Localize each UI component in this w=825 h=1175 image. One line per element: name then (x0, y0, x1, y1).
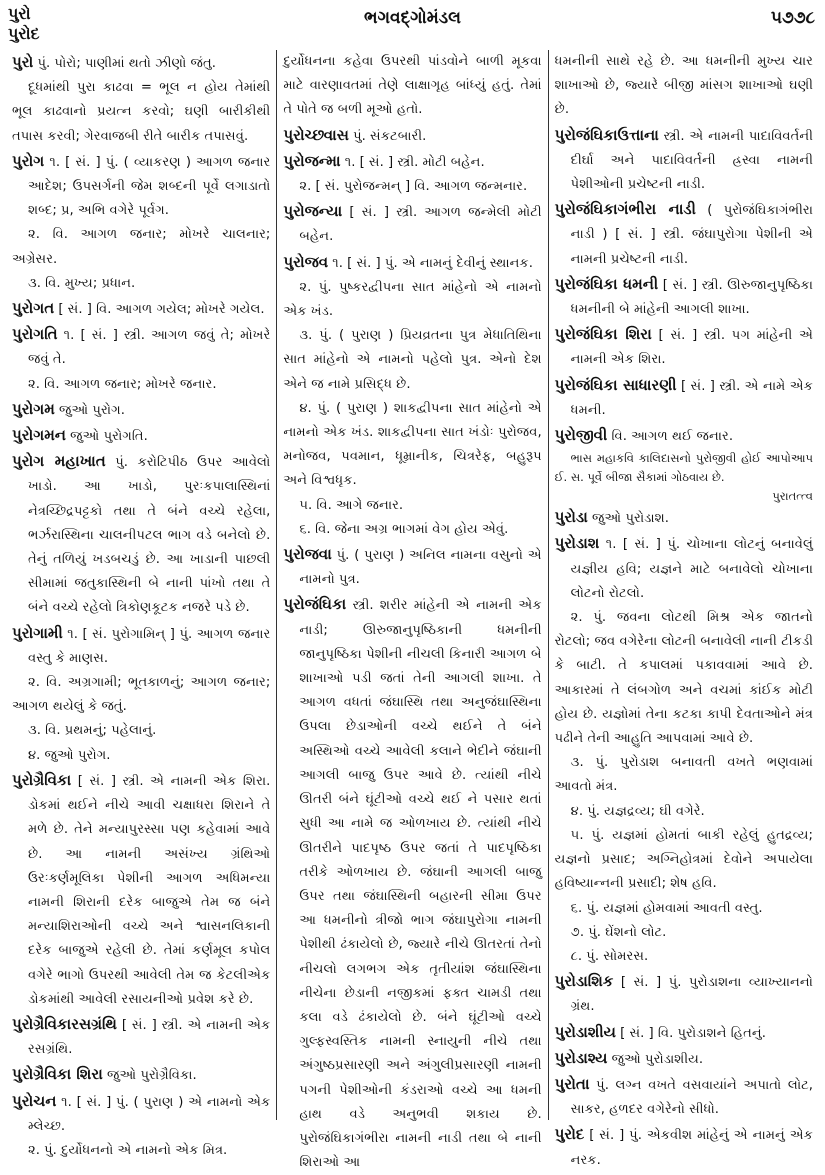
definition-text: ૧. [ સં. ] પું. ( પુરાણ ) એ નામનો એક મ્લેચ્છ. (28, 1094, 271, 1134)
headword: પુરોડાશ્ય (554, 1048, 608, 1067)
dictionary-entry (12, 1062, 270, 1088)
dictionary-entry (555, 1020, 813, 1046)
definition-text: ૨. પું. જવના લોટથી મિશ્ર એક જાતનો રોટલો; જવ વગેરેના લોટની બનાવેલી નાની ટીકડી કે બાટી. તે કપાલમાં પકાવવામાં આવે છે. આકારમાં તે લંબગોળ અને વચમાં કાંઈક મોટી હોય છે. યજ્ઞોમાં તેના કટકા કાપી દેવતાઓને મંત્ર પઢીને તેની આહુતિ આપવામાં આવે છે. (554, 610, 813, 747)
definition-text: [ સં. ] સ્ત્રી. ઊરુજાનુપૃષ્ઠિકા ધમનીની બે માંહેની આગલી શાખા. (570, 277, 813, 318)
headword: પુરોદ (554, 1125, 585, 1144)
citation-quote (555, 449, 813, 487)
dictionary-entry (555, 123, 813, 198)
definition-text: ૪. પું. યજ્ઞદ્રવ્ય; ઘી વગેરે. (570, 803, 705, 819)
definition-text: ૬. વિ. જેના અગ્ર ભાગમાં વેગ હોય એવું. (299, 521, 509, 537)
entry-sense (12, 671, 270, 719)
headword: પુરોગતિ (12, 325, 58, 344)
headword: પુરોજંઘિકાગંભીરા નાડી (554, 200, 696, 219)
entry-sense (283, 494, 541, 518)
entry-sense (555, 921, 813, 945)
entry-sense (283, 324, 541, 397)
entry-sense (283, 50, 541, 123)
headword: પુરોગત (12, 299, 55, 318)
definition-text: ૧. [ સં. ] સ્ત્રી. આગળ જવું તે; મોખરે જવું તે. (28, 328, 271, 368)
definition-text: ૨. [ સં. પુરોજન્મન્ ] વિ. આગળ જન્મનાર. (299, 179, 528, 195)
definition-text: [ સં. ] સ્ત્રી. એ નામની એક રસગ્રંથિ. (28, 1017, 271, 1058)
dictionary-entry (555, 197, 813, 272)
dictionary-entry (555, 322, 813, 372)
definition-text: પું. સંકટબારી. (348, 128, 427, 144)
dictionary-entry (12, 768, 270, 1012)
dictionary-entry (12, 449, 270, 620)
definition-text: સ્ત્રી. શરીર માંહેની એ નામની એક નાડી; ઊરુજાનુપૃષ્ઠિકાની ધમનીની જાનુપૃષ્ઠિકા પેશીની નીચલી કિનારી આગળ બે શાખાઓ પડી જતાં તેની આગલી શાખા. તે આગળ વધતાં જંઘાસ્થિ તથા અનુજંઘાસ્થિના ઉપલા છેડાઓની વચ્ચે થઈને તે બંને અસ્થિઓ વચ્ચે આવેલી કલાને ભેદીને જંઘાની આગલી બાજુ ઉપર આવે છે. ત્યાંથી નીચે ઊતરી બંને ઘૂંટીઓ વચ્ચે થઈ ને પસાર થતાં સુધી આ નામે જ ઓળખાય છે. ત્યાંથી નીચે ઊતરીને પાદપૃષ્ઠ ઉપર જતાં તે પાદપૃષ્ઠિકા તરીકે ઓળખાય છે. જંઘાની આગલી બાજુ ઉપર તથા જંઘાસ્થિની બહારની સીમા ઉપર આ ધમનીનો ત્રીજો ભાગ જંઘાપુરોગા નામની પેશીથી ઢંકાયેલો છે, જ્યારે નીચે ઊતરતાં તેનો નીચલો લગભગ એક તૃતીયાંશ જંઘાસ્થિના નીચેના છેડાની નજીકમાં ફક્ત ચામડી તથા કલા વડે ઢંકાયેલો છે. બંને ઘૂંટીઓ વચ્ચે ગુલ્ફસ્વસ્તિક નામની સ્નાયુની નીચે તથા અંગુષ્ઠપ્રસારણી અને અંગુલીપ્રસારણી નામની પગની પેશીઓની કંડરાઓ વચ્ચે આ ધમની હાથ વડે અનુભવી શકાય છે. પુરોજંઘિકાગંભીરા નામની નાડી તથા બે નાની શિરાઓ આ (299, 598, 542, 1171)
entry-sense (12, 223, 270, 271)
headword: પુરોજીવી (554, 426, 608, 445)
definition-text: ૪. જુઓ પુરોગ. (28, 747, 111, 763)
entry-sense (283, 276, 541, 324)
headword: પુરોડાશિક (554, 972, 614, 991)
dictionary-entry (555, 423, 813, 449)
page-header (0, 0, 825, 50)
definition-text: પુરાતત્ત્વ (772, 489, 813, 504)
definition-text: પું. પોરો; પાણીમાં થતો ઝીણો જંતુ. (33, 56, 216, 71)
dictionary-entry (555, 1046, 813, 1072)
entry-sense (283, 175, 541, 199)
definition-text: પું. લગ્ન વખતે વસવાયાંને અપાતો લોટ, સાકર, હળદર વગેરેનો સીધો. (570, 1077, 813, 1118)
definition-text: જુઓ પુરોગતિ. (65, 429, 148, 445)
dictionary-entry (283, 592, 541, 1175)
dictionary-entry (555, 1122, 813, 1172)
definition-text: પું. ( પુરાણ ) અનિલ નામના વસુનો એ નામનો પુત્ર. (299, 548, 542, 588)
entry-sense (283, 518, 541, 542)
definition-text: જુઓ પુરોડાશ. (587, 511, 669, 527)
definition-text: ૩. પું. પુરોડાશ બનાવતી વખતે ભણવામાં આવતો મંત્ર. (554, 755, 813, 795)
dictionary-entry (12, 397, 270, 423)
entry-sense (12, 744, 270, 768)
page-number: ૫૭૭૮ (770, 8, 815, 28)
headword: પુરોગ્રૈવિકારસગ્રંથિ (12, 1014, 117, 1033)
entry-sense (12, 76, 270, 149)
running-title: ભગવદ્ગોમંડલ (364, 8, 461, 28)
definition-text: ૨. વિ. અગ્રગામી; ભૂતકાળનું; આગળ જનાર; આગળ થયેલું કે જતું. (12, 675, 271, 715)
dictionary-entry (12, 322, 270, 372)
definition-text: ૩. વિ. પ્રથમનું; પહેલાનું. (28, 723, 157, 739)
headword: પુરોગ મહાખાત (12, 452, 106, 471)
dictionary-entry (12, 423, 270, 449)
definition-text: [ સં. ] પું. પુરોડાશના વ્યાખ્યાનનો ગ્રંથ. (570, 975, 813, 1015)
dictionary-entry (555, 531, 813, 606)
headword: પુરોડા (554, 508, 588, 527)
headword: પુરોજંઘિકા ધમની (554, 274, 659, 293)
dictionary-entry (12, 621, 270, 671)
definition-text: ધમનીની સાથે રહે છે. આ ધમનીની મુખ્ય ચાર શાખાઓ છે, જ્યારે બીજી માંસગ શાખાઓ ઘણી છે. (554, 54, 813, 118)
entry-sense (555, 800, 813, 824)
definition-text: [ સં. ] સ્ત્રી. આગળ જન્મેલી મોટી બહેન. (299, 205, 542, 245)
entry-sense (555, 897, 813, 921)
definition-text: ૪. પું. ( પુરાણ ) શાકદ્વીપના સાત માંહેનો એ નામનો એક ખંડ. શાકદ્વીપના સાત ખંડોઃ પુરોજવ, મનોજવ, પવમાન, ધૂમ્રાનીક, ચિત્રરેફ, બહુરૂપ અને વિશ્વધૃક. (283, 400, 542, 489)
dictionary-entry (283, 123, 541, 149)
entry-sense (555, 751, 813, 799)
definition-text: ૩. વિ. મુખ્ય; પ્રધાન. (28, 275, 136, 291)
dictionary-columns (0, 50, 825, 1171)
definition-text: ૨. વિ. આગળ જનાર; મોખરે ચાલનાર; અગ્રેસર. (12, 227, 271, 267)
definition-text: ( પુરોજંઘિકાગંભીરા નાડી ) [ સં. ] સ્ત્રી. જંઘાપુરોગા પેશીની એ નામની પ્રચેષ્ટની નાડી. (570, 203, 813, 267)
headword: પુરોગમ (12, 399, 55, 418)
definition-text: [ સં. ] પું. એકવીશ માંહેનું એ નામનું એક નરક. (570, 1128, 813, 1168)
headword: પુરોગ્રૈવિકા શિરા (12, 1065, 103, 1084)
definition-text: ૨. પું. દુર્યોધનનો એ નામનો એક મિત્ર. (28, 1142, 228, 1158)
headword: પુરોજંઘિકા (283, 595, 347, 614)
definition-text: જુઓ પુરોડાશીય. (607, 1051, 704, 1067)
definition-text: ૧. [ સં. ] સ્ત્રી. મોટી બહેન. (340, 154, 485, 170)
dictionary-entry (555, 373, 813, 423)
headword: પુરોડાશ (554, 534, 600, 553)
headword: પુરોગામી (12, 623, 63, 642)
column-3 (548, 50, 819, 1168)
definition-text: ૩. પું. ( પુરાણ ) પ્રિયવ્રતના પુત્ર મેધાતિથિના સાત માંહેનો એ નામનો પહેલો પુત્ર. એનો દેશ એને જ નામે પ્રસિદ્ધ છે. (283, 328, 542, 392)
headword: પુરોજન્યા (283, 202, 343, 221)
headword: પુરોગ (12, 151, 45, 170)
definition-text: ૮. પું. સોમરસ. (570, 948, 649, 964)
entry-sense (555, 824, 813, 897)
definition-text: [ સં. ] સ્ત્રી. એ નામની એક શિરા. ડોકમાં થઈને નીચે આવી ચક્ષાધરા શિરાને તે મળે છે. તેને મન્યાપુરસ્સા પણ કહેવામાં આવે છે. આ નામની અસંખ્ય ગ્રંથિઓ ઉરઃકર્ણમૂલિકા પેશીની આગળ અધિમન્યા નામની શિરાની દરેક બાજુએ તેમ જ બંને મન્યાશિરાઓની વચ્ચે અને શ્વાસનલિકાની દરેક બાજુએ રહેલી છે. તેમાં કર્ણમૂલ કપોલ વગેરે ભાગો ઉપરથી આવેલી તેમ જ કેટલીએક ડોકમાંથી આવેલી રસાયનીઓ પ્રવેશ કરે છે. (28, 773, 271, 1007)
dictionary-entry (283, 250, 541, 276)
headword: પુરોજન્મા (283, 151, 341, 170)
headword: પુરોચન (12, 1091, 57, 1110)
entry-sense (12, 373, 270, 397)
definition-text: ૨. પું. પુષ્કરદ્વીપના સાત માંહેનો એ નામનો એક ખંડ. (283, 279, 542, 320)
column-2 (276, 50, 547, 1171)
entry-sense (12, 272, 270, 296)
entry-sense (555, 50, 813, 123)
dictionary-entry (12, 1012, 270, 1062)
dictionary-entry (555, 1072, 813, 1122)
definition-text: દૂધમાંથી પુરા કાઢવા = ભૂલ ન હોય તેમાંથી ભૂલ કાઢવાનો પ્રયત્ન કરવો; ઘણી બારીકીથી તપાસ કરવી; ગેરવાજબી રીતે બારીક તપાસવું. (12, 80, 271, 144)
definition-text: પું. કરોટિપીઠ ઉપર આવેલો ખાડો. આ ખાડો, પુરઃકપાલાસ્થિનાં નેત્રચ્છિદ્રપટ્ટકો તથા તે બંને વચ્ચે રહેલા, ભર્ઝરાસ્થિના ચાલનીપટલ ભાગ વડે બનેલો છે. તેનું તળિયું ખડબચડું છે. આ ખાડાની પાછલી સીમામાં જતુકાસ્થિની બે નાની પાંખો તથા તે બંને વચ્ચે રહેલો ત્રિકોણકૂટક નજરે પડે છે. (28, 455, 271, 616)
dictionary-entry (12, 149, 270, 224)
entry-sense (12, 1139, 270, 1163)
entry-sense (283, 397, 541, 494)
dictionary-entry (12, 1089, 270, 1139)
headword: પુરોડાશીય (554, 1022, 616, 1041)
definition-text: ૧. [ સં. ] પું. ( વ્યાકરણ ) આગળ જનાર આદેશ; ઉપસર્ગની જેમ શબ્દની પૂર્વે લગાડાતો શબ્દ; પ્ર, અભિ વગેરે પૂર્વગ. (28, 154, 271, 219)
definition-text: ૫. વિ. આગે જનાર. (299, 497, 404, 513)
guide-word-last: પુરોદ (8, 24, 40, 43)
dictionary-entry (283, 542, 541, 592)
dictionary-entry (555, 969, 813, 1019)
definition-text: ૧. [ સં. ] પું. ચોખાના લોટનું બનાવેલું યજ્ઞીય હવિ; યજ્ઞને માટે બનાવેલો ચોખાના લોટનો રોટલો. (570, 537, 813, 601)
definition-text: [ સં. ] વિ. પુરોડાશને હિતનું. (615, 1025, 766, 1041)
citation-source (555, 487, 813, 505)
headword: પુરો (12, 53, 34, 71)
definition-text: [ સં. ] સ્ત્રી. એ નામે એક ધમની. (570, 378, 813, 418)
definition-text: સ્ત્રી. એ નામની પાદાવિવર્તની દીર્ઘા અને પાદાવિવર્તની હ્રસ્વા નામની પેશીઓની પ્રચેષ્ટની નાડી. (570, 128, 813, 193)
headword: પુરોજવા (283, 545, 332, 564)
entry-sense (12, 719, 270, 743)
definition-text: ભાસ મહાકવિ કાલિદાસનો પુરોજીવી હોઈ આપોઆપ ઈ. સ. પૂર્વે બીજા સૈકામાં ગોઠવાય છે. (554, 451, 813, 485)
definition-text: ૧. [ સં. ] પું. એ નામનું દેવીનું સ્થાનક. (328, 255, 533, 271)
definition-text: ૧. [ સં. પુરોગામિન્ ] પું. આગળ જનાર વસ્તુ કે માણસ. (28, 626, 271, 666)
definition-text: [ સં. ] વિ. આગળ ગયેલ; મોખરે ગયેલ. (54, 302, 265, 318)
headword: પુરોજંઘિકા શિરા (554, 325, 652, 344)
headword: પુરોજંઘિકાઉત્તાના (554, 125, 659, 144)
definition-text: ૨. વિ. આગળ જનાર; મોખરે જનાર. (28, 376, 217, 392)
dictionary-entry (283, 149, 541, 175)
definition-text: જુઓ પુરોગ્રૈવિકા. (102, 1068, 197, 1084)
entry-sense (555, 945, 813, 969)
entry-sense (555, 606, 813, 751)
dictionary-entry (12, 296, 270, 322)
headword: પુરોતા (554, 1074, 590, 1093)
headword: પુરોજંઘિકા સાધારણી (554, 375, 677, 394)
headword: પુરોગમન (12, 426, 66, 445)
headword: પુરોજવ (283, 252, 329, 271)
definition-text: ૫. પું. યજ્ઞમાં હોમતાં બાકી રહેલું હુતદ્રવ્ય; યજ્ઞનો પ્રસાદ; અગ્નિહોત્રમાં દેવોને અપાયેલા હવિષ્યાન્નની પ્રસાદી; શેષ હવિ. (554, 827, 813, 892)
definition-text: દુર્યોધનના કહેવા ઉપરથી પાંડવોને બાળી મૂકવા માટે વારણાવતમાં તેણે લાક્ષાગૃહ બાંધ્યું હતું. તેમાં તે પોતે જ બળી મૂઓ હતો. (283, 54, 542, 118)
definition-text: ૭. પું. ઘેંશનો લોટ. (570, 924, 667, 940)
definition-text: વિ. આગળ થઈ જનાર. (607, 429, 734, 445)
dictionary-entry (283, 199, 541, 249)
guide-word-first: પુરો (8, 4, 31, 23)
definition-text: [ સં. ] સ્ત્રી. પગ માંહેની એ નામની એક શિરા. (570, 328, 813, 368)
column-1 (6, 50, 276, 1158)
dictionary-entry (555, 505, 813, 531)
dictionary-entry (12, 50, 270, 76)
headword: પુરોગ્રૈવિકા (12, 770, 72, 789)
dictionary-entry (555, 272, 813, 322)
definition-text: ૬. પું. યજ્ઞમાં હોમવામાં આવતી વસ્તુ. (570, 900, 763, 916)
headword: પુરોચ્છ્વાસ (283, 125, 349, 144)
definition-text: જુઓ પુરોગ. (54, 402, 125, 418)
